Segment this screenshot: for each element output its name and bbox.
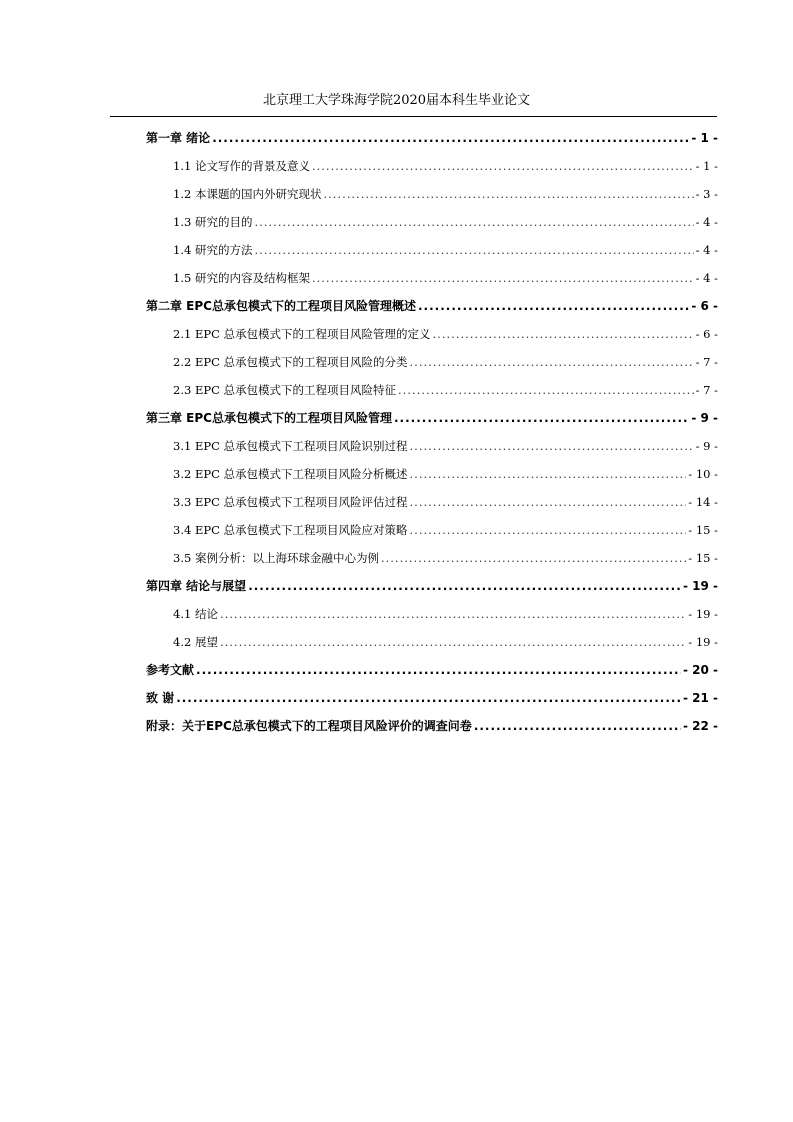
dot-leader [323,184,693,204]
dot-leader [474,716,681,736]
toc-entry-page: - 7 - [695,355,718,369]
dot-leader [381,548,686,568]
dot-leader [398,380,694,400]
toc-entry-page: - 21 - [682,691,718,705]
toc-entry-page: - 9 - [695,439,718,453]
toc-entry-appendix[interactable] [146,716,718,736]
toc-entry-references[interactable] [146,660,718,680]
dot-leader [410,352,694,372]
toc-entry-page: - 19 - [688,607,718,621]
toc-entry-label: 第二章 EPC总承包模式下的工程项目风险管理概述 [146,299,416,313]
dot-leader [418,296,689,316]
dot-leader [410,492,687,512]
dot-leader [410,520,687,540]
toc-entry-label: 1.2 本课题的国内外研究现状 [173,187,322,201]
toc-entry-label: 1.4 研究的方法 [173,243,253,257]
toc-entry-label: 第三章 EPC总承包模式下的工程项目风险管理 [146,411,392,425]
toc-entry-label: 3.4 EPC 总承包模式下工程项目风险应对策略 [173,523,408,537]
header-divider [110,116,717,117]
toc-entry-label: 2.2 EPC 总承包模式下的工程项目风险的分类 [173,355,408,369]
toc-entry-page: - 1 - [695,159,718,173]
toc-entry-1-2[interactable] [173,184,718,204]
dot-leader [220,604,686,624]
toc-entry-page: - 4 - [695,271,718,285]
toc-entry-1-4[interactable] [173,240,718,260]
toc-entry-label: 附录：关于EPC总承包模式下的工程项目风险评价的调查问卷 [146,719,472,733]
toc-entry-2-3[interactable] [173,380,718,400]
toc-entry-page: - 7 - [695,383,718,397]
toc-entry-3-5[interactable] [173,548,718,568]
dot-leader [410,436,694,456]
toc-entry-acknowledgements[interactable] [146,688,718,708]
toc-entry-chapter-4[interactable] [146,576,718,596]
toc-entry-page: - 1 - [691,131,718,145]
dot-leader [254,212,693,232]
toc-entry-label: 1.1 论文写作的背景及意义 [173,159,310,173]
dot-leader [220,632,686,652]
toc-entry-label: 3.1 EPC 总承包模式下工程项目风险识别过程 [173,439,408,453]
dot-leader [312,156,694,176]
toc-entry-label: 3.2 EPC 总承包模式下工程项目风险分析概述 [173,467,408,481]
toc-entry-3-1[interactable] [173,436,718,456]
toc-entry-page: - 19 - [688,635,718,649]
toc-entry-page: - 20 - [682,663,718,677]
toc-entry-chapter-3[interactable] [146,408,718,428]
toc-entry-label: 1.5 研究的内容及结构框架 [173,271,310,285]
dot-leader [394,408,689,428]
toc-entry-3-2[interactable] [173,464,718,484]
toc-entry-chapter-2[interactable] [146,296,718,316]
toc-entry-label: 4.2 展望 [173,635,218,649]
toc-entry-page: - 4 - [695,243,718,257]
dot-leader [212,128,689,148]
toc-entry-page: - 6 - [695,327,718,341]
toc-entry-label: 2.3 EPC 总承包模式下的工程项目风险特征 [173,383,397,397]
dot-leader [433,324,694,344]
toc-entry-page: - 15 - [688,523,718,537]
toc-entry-1-1[interactable] [173,156,718,176]
dot-leader [254,240,693,260]
toc-entry-3-3[interactable] [173,492,718,512]
toc-entry-label: 第一章 绪论 [146,131,211,145]
toc-entry-4-1[interactable] [173,604,718,624]
toc-entry-3-4[interactable] [173,520,718,540]
toc-entry-page: - 9 - [691,411,718,425]
toc-entry-label: 参考文献 [146,663,195,677]
toc-entry-label: 2.1 EPC 总承包模式下的工程项目风险管理的定义 [173,327,431,341]
toc-entry-page: - 15 - [688,551,718,565]
toc-entry-2-2[interactable] [173,352,718,372]
page-header-title: 北京理工大学珠海学院2020届本科生毕业论文 [262,93,531,108]
toc-entry-label: 4.1 结论 [173,607,218,621]
toc-entry-label: 第四章 结论与展望 [146,579,247,593]
toc-entry-page: - 19 - [682,579,718,593]
toc-entry-label: 3.5 案例分析：以上海环球金融中心为例 [173,551,379,565]
toc-entry-2-1[interactable] [173,324,718,344]
toc-entry-page: - 4 - [695,215,718,229]
toc-entry-chapter-1[interactable] [146,128,718,148]
toc-entry-page: - 22 - [682,719,718,733]
toc-entry-1-3[interactable] [173,212,718,232]
toc-entry-label: 致 谢 [146,691,175,705]
toc-entry-page: - 6 - [691,299,718,313]
toc-entry-4-2[interactable] [173,632,718,652]
dot-leader [196,660,681,680]
dot-leader [248,576,681,596]
toc-entry-label: 1.3 研究的目的 [173,215,253,229]
toc-entry-page: - 10 - [688,467,718,481]
dot-leader [410,464,687,484]
toc-entry-page: - 14 - [688,495,718,509]
toc-entry-page: - 3 - [695,187,718,201]
toc-entry-label: 3.3 EPC 总承包模式下工程项目风险评估过程 [173,495,408,509]
dot-leader [312,268,694,288]
dot-leader [176,688,681,708]
toc-entry-1-5[interactable] [173,268,718,288]
